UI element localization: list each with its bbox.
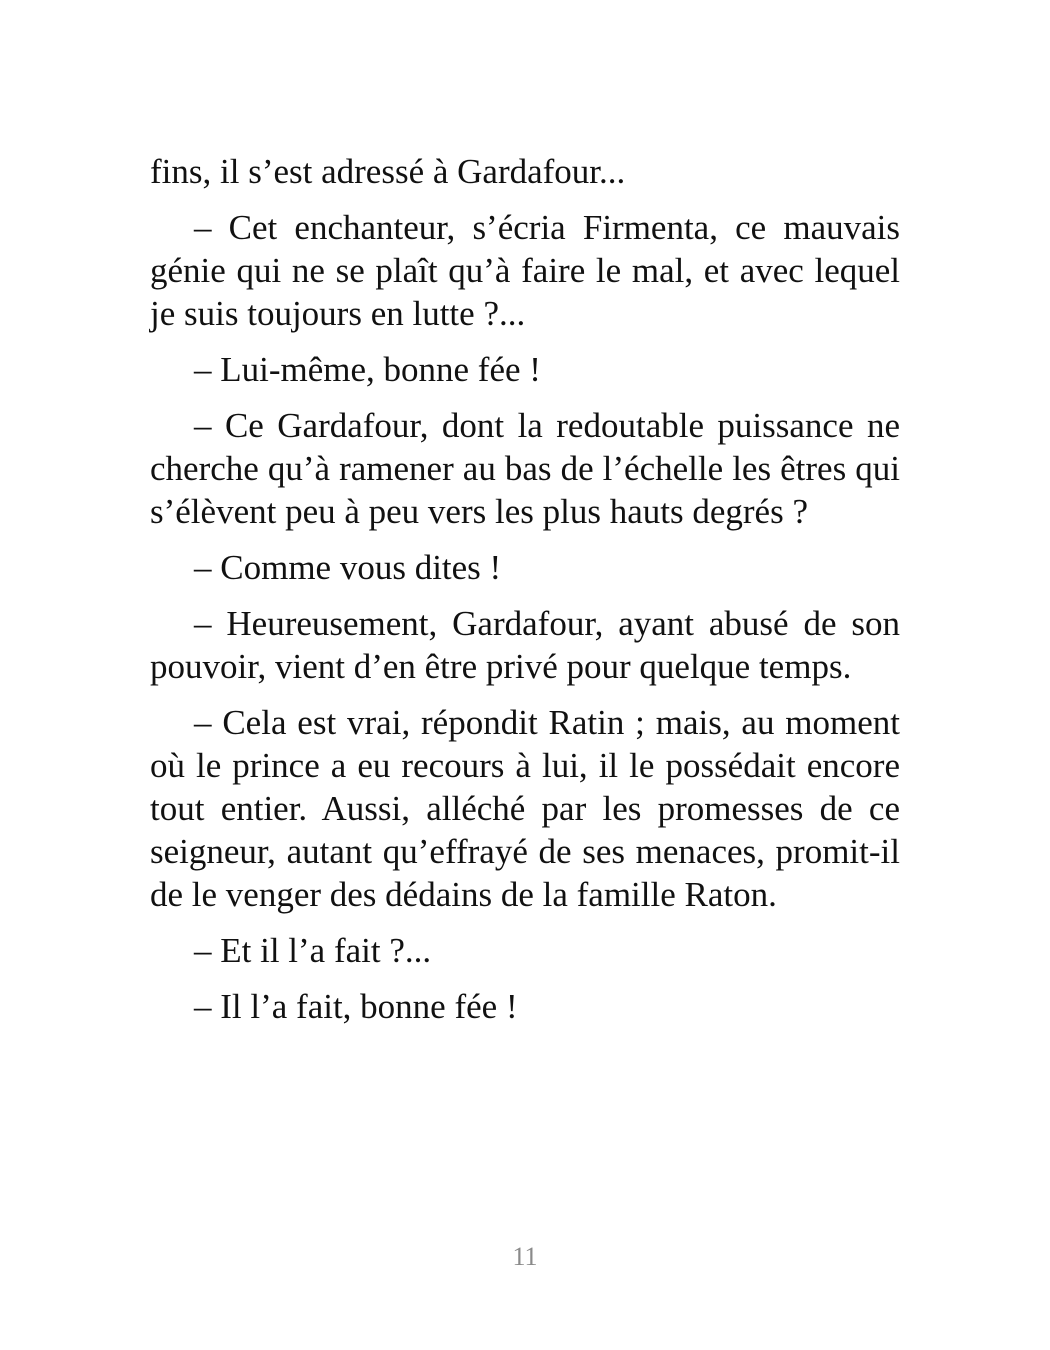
paragraph: – Cet enchanteur, s’écria Firmenta, ce mauvais génie qui ne se plaît qu’à faire le mal, et avec lequel je suis toujours en lutte ?... [150, 208, 900, 333]
page-body [150, 150, 900, 1041]
page-number: 11 [512, 1242, 538, 1271]
paragraph: – Comme vous dites ! [194, 548, 502, 587]
paragraph: – Heureusement, Gardafour, ayant abusé de son pouvoir, vient d’en être privé pour quelque temps. [150, 604, 900, 686]
paragraph: – Ce Gardafour, dont la redoutable puissance ne cherche qu’à ramener au bas de l’échelle les êtres qui s’élèvent peu à peu vers les plus hauts degrés ? [150, 406, 900, 531]
paragraph: – Il l’a fait, bonne fée ! [194, 987, 518, 1026]
paragraph: fins, il s’est adressé à Gardafour... [150, 152, 626, 191]
paragraph: – Et il l’a fait ?... [194, 931, 432, 970]
paragraph: – Cela est vrai, répondit Ratin ; mais, au moment où le prince a eu recours à lui, il le possédait encore tout entier. Aussi, alléché par les promesses de ce seigneur, autant qu’effrayé de ses menaces, promit-il de le venger des dédains de la famille Raton. [150, 703, 900, 914]
paragraph: – Lui-même, bonne fée ! [194, 350, 541, 389]
